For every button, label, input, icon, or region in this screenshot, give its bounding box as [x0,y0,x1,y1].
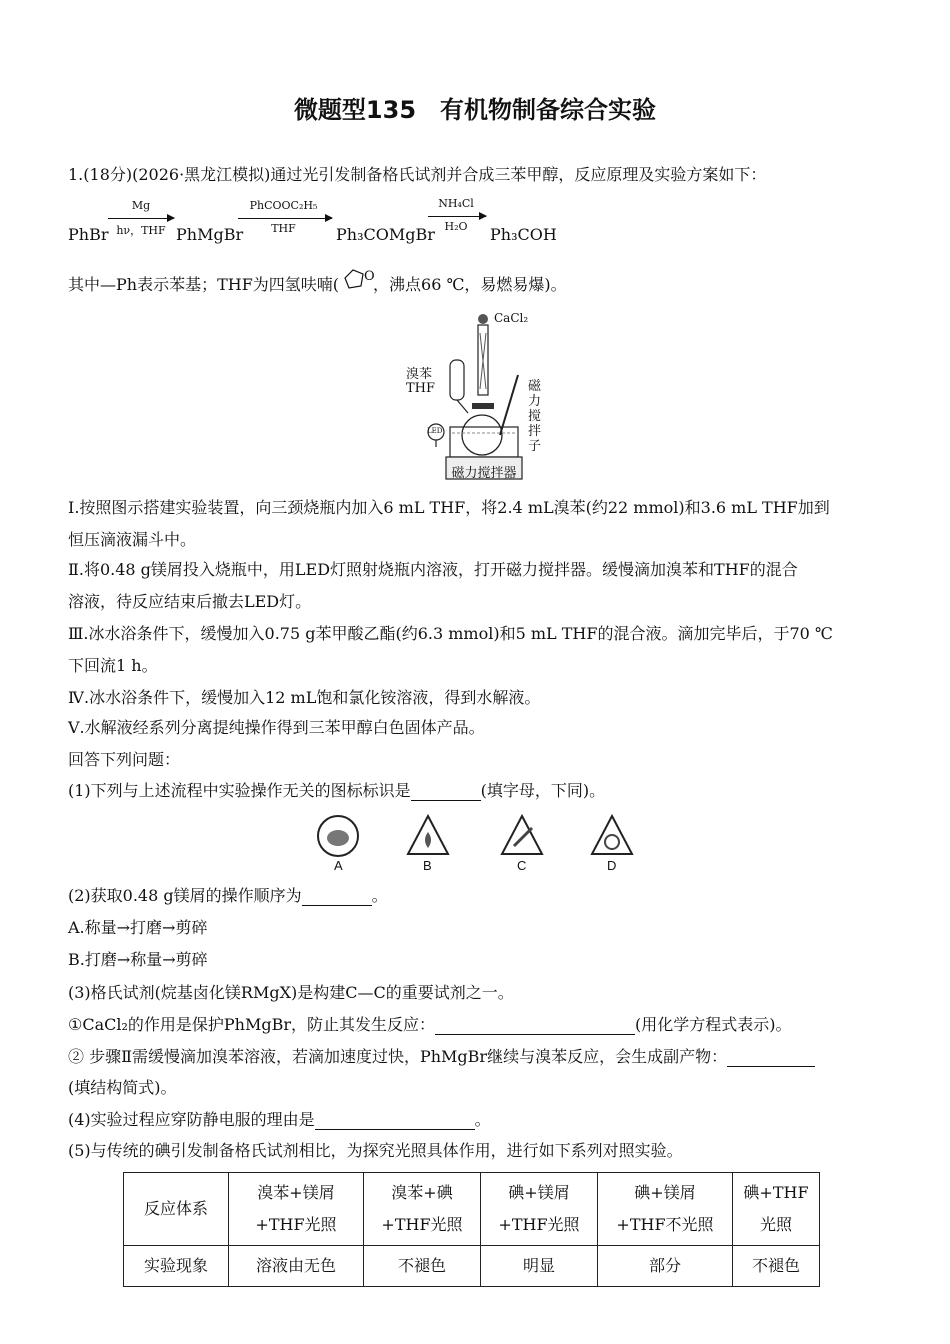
step-3-line-2: 下回流1 h。 [68,656,158,675]
stir-bar-label-char: 搅 [528,409,542,424]
table-cell [598,1173,733,1246]
icon-label-d: D [607,858,617,873]
thf-ring-icon [339,268,375,296]
stir-bar-label-char: 拌 [528,424,542,439]
step-1-line-1: Ⅰ.按照图示搭建实验装置，向三颈烧瓶内加入6 mL THF，将2.4 mL溴苯(约22 mmol)和3.6 mL THF加到 [68,498,830,517]
apparatus-diagram [400,305,560,485]
question-1-intro: 1.(18分)(2026·黑龙江模拟)通过光引发制备格氏试剂并合成三苯甲醇，反应原理及实验方案如下： [68,165,767,184]
question-4-text: (4)实验过程应穿防静电服的理由是 [68,1110,315,1129]
cell-line: +THF光照 [498,1215,580,1234]
table-header-cell: 反应体系 [124,1173,229,1246]
table-cell [733,1173,820,1246]
cell-line: 光照 [759,1215,792,1234]
icon-label-a: A [334,858,343,873]
product-phmgbr: PhMgBr [176,225,244,244]
question-3-2-tail: (填结构简式)。 [68,1078,177,1097]
answer-prompt: 回答下列问题： [68,750,181,769]
led-label: LED [427,427,443,435]
step-1-line-2: 恒压滴液漏斗中。 [68,530,197,549]
arrow-1 [108,218,174,219]
product-ph3comgbr: Ph₃COMgBr [336,225,435,244]
option-a: A.称量→打磨→剪碎 [68,918,208,937]
arrow-3 [428,216,486,217]
condition-2-top: PhCOOC₂H₅ [249,199,318,212]
question-4 [68,1110,878,1130]
table-cell: 不褪色 [364,1246,481,1287]
stirrer-base-label: 磁力搅拌器 [451,466,517,481]
icon-label-c: C [517,858,527,873]
cell-line: +THF光照 [381,1215,463,1234]
cell-line: 碘+镁屑 [634,1183,696,1202]
safety-icons-row [310,812,640,874]
page-title: 微题型135 有机物制备综合实验 [293,96,657,124]
cell-line: 溴苯+碘 [391,1183,453,1202]
thf-note-text-a: 其中—Ph表示苯基；THF为四氢呋喃( [68,275,340,294]
cell-line: 碘+镁屑 [508,1183,570,1202]
table-header-cell: 实验现象 [124,1246,229,1287]
question-3-1-tail: (用化学方程式表示)。 [635,1015,792,1034]
stir-bar-label-char: 磁 [528,379,542,394]
answer-blank-1[interactable] [411,784,481,801]
table-cell: 明显 [481,1246,598,1287]
answer-blank-3-1[interactable] [435,1018,635,1035]
question-1-text: (1)下列与上述流程中实验操作无关的图标标识是 [68,781,411,800]
question-4-tail: 。 [474,1110,491,1129]
table-cell: 部分 [598,1246,733,1287]
question-3-1-text: ①CaCl₂的作用是保护PhMgBr，防止其发生反应： [68,1015,436,1034]
goggles-icon-lens [327,830,349,846]
condition-3-top: NH₄Cl [438,197,474,210]
stir-bar-label-char: 力 [528,394,542,409]
answer-blank-4[interactable] [315,1113,475,1130]
question-2-tail: 。 [371,886,388,905]
stir-bar-label [528,379,542,454]
question-2-text: (2)获取0.48 g镁屑的操作顺序为 [68,886,302,905]
arrow-2 [238,218,332,219]
sharp-object-icon [502,816,542,854]
answer-blank-3-2[interactable] [727,1050,815,1067]
answer-blank-2[interactable] [302,889,372,906]
thf-ring-oxygen: O [364,268,375,284]
reaction-scheme [68,195,868,250]
question-3-1 [68,1015,878,1035]
product-ph3coh: Ph₃COH [490,225,557,244]
step-2-line-2: 溶液，待反应结束后撤去LED灯。 [68,592,312,611]
condition-1-top: Mg [131,199,151,212]
funnel-label-thf: THF [406,381,436,396]
table-cell: 溶液由无色 [229,1246,364,1287]
condition-1-bottom: hν，THF [116,224,166,237]
cacl2-label: CaCl₂ [494,311,529,325]
question-2 [68,886,878,906]
question-1 [68,781,878,801]
step-4: Ⅳ.冰水浴条件下，缓慢加入12 mL饱和氯化铵溶液，得到水解液。 [68,688,541,707]
funnel-label-bromobenzene: 溴苯 [406,367,433,382]
table-cell [229,1173,364,1246]
control-experiment-table [123,1172,820,1287]
question-5: (5)与传统的碘引发制备格氏试剂相比，为探究光照具体作用，进行如下系列对照实验。 [68,1141,683,1160]
question-3-2-text: ② 步骤Ⅱ需缓慢滴加溴苯溶液，若滴加速度过快，PhMgBr继续与溴苯反应，会生成副产物： [68,1047,728,1066]
table-cell: 不褪色 [733,1246,820,1287]
condition-2-bottom: THF [271,222,296,235]
cell-line: +THF光照 [255,1215,337,1234]
step-2-line-1: Ⅱ.将0.48 g镁屑投入烧瓶中，用LED灯照射烧瓶内溶液，打开磁力搅拌器。缓慢滴加溴苯和THF的混合 [68,560,798,579]
table-cell [364,1173,481,1246]
condition-3-bottom: H₂O [444,220,468,233]
question-3: (3)格氏试剂(烷基卤化镁RMgX)是构建C—C的重要试剂之一。 [68,983,514,1002]
thf-note [68,268,878,296]
table-row [124,1246,820,1287]
cell-line: 碘+THF [743,1183,809,1202]
step-5: Ⅴ.水解液经系列分离提纯操作得到三苯甲醇白色固体产品。 [68,718,485,737]
stir-bar-label-char: 子 [528,439,542,454]
cell-line: +THF不光照 [616,1215,714,1234]
cell-line: 溴苯+镁屑 [257,1183,335,1202]
table-row [124,1173,820,1246]
question-1-tail: (填字母，下同)。 [480,781,606,800]
icon-label-b: B [423,858,432,873]
table-cell [481,1173,598,1246]
thf-note-text-b: ，沸点66 ℃，易燃易爆)。 [373,275,567,294]
option-b: B.打磨→称量→剪碎 [68,950,208,969]
reactant-phbr: PhBr [68,225,109,244]
question-3-2 [68,1047,878,1067]
step-3-line-1: Ⅲ.冰水浴条件下，缓慢加入0.75 g苯甲酸乙酯(约6.3 mmol)和5 mL THF的混合液。滴加完毕后，于70 ℃ [68,624,833,643]
